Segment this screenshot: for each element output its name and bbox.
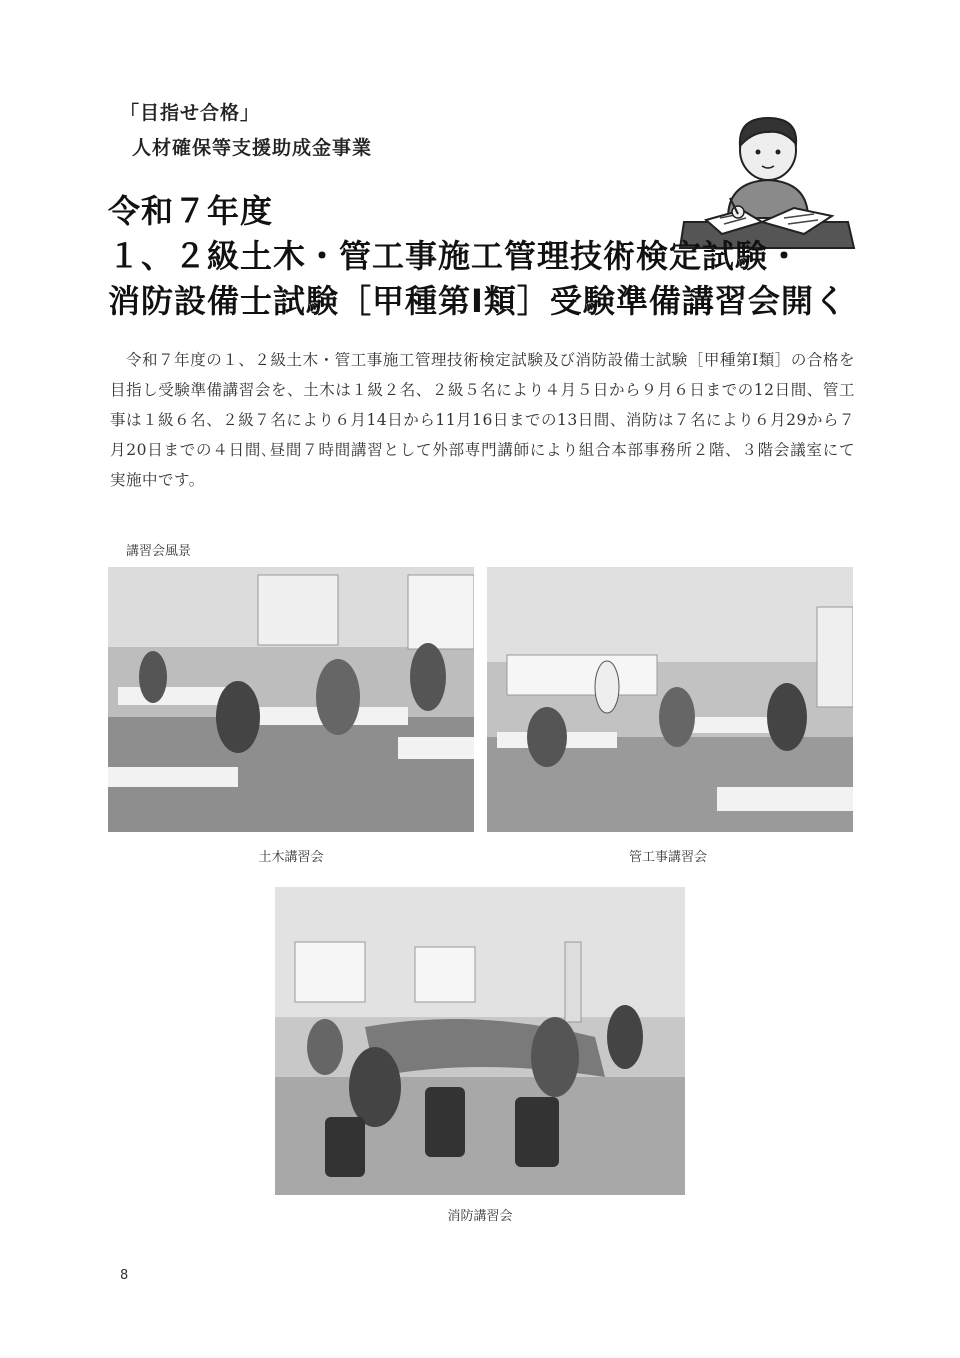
caption-pipe-class: 管工事講習会 <box>628 850 707 865</box>
page-number: 8 <box>120 1268 129 1283</box>
photo-civil-engineering-class <box>108 567 474 832</box>
photo-section-label: 講習会風景 <box>126 544 192 559</box>
article-title-line3: 消防設備士試験［甲種第Ⅰ類］受験準備講習会開く <box>108 282 847 320</box>
article-title-line1: 令和７年度 <box>108 192 274 230</box>
photo-pipe-work-class <box>487 567 853 832</box>
article-body: 令和７年度の１、２級土木・管工事施工管理技術検定試験及び消防設備士試験［甲種第Ⅰ類］の合格を目指し受験準備講習会を、土木は１級２名、２級５名により４月５日から９月６日までの12日間、管工事は１級６名、２級７名により６月14日から11月16日までの13日間、消防は７名により６月29から７月20日までの４日間､昼間７時間講習として外部専門講師により組合本部事務所２階、３階会議室にて実施中です。 <box>110 351 855 489</box>
caption-fire-class: 消防講習会 <box>447 1209 513 1224</box>
caption-civil-class: 土木講習会 <box>258 850 324 865</box>
photo-fire-equipment-class <box>275 887 685 1195</box>
kicker-subsidy-name: 人材確保等支援助成金事業 <box>132 137 373 159</box>
kicker-project-title: 「目指せ合格」 <box>120 102 261 124</box>
article-title-line2: １、２級土木・管工事施工管理技術検定試験・ <box>108 237 802 275</box>
